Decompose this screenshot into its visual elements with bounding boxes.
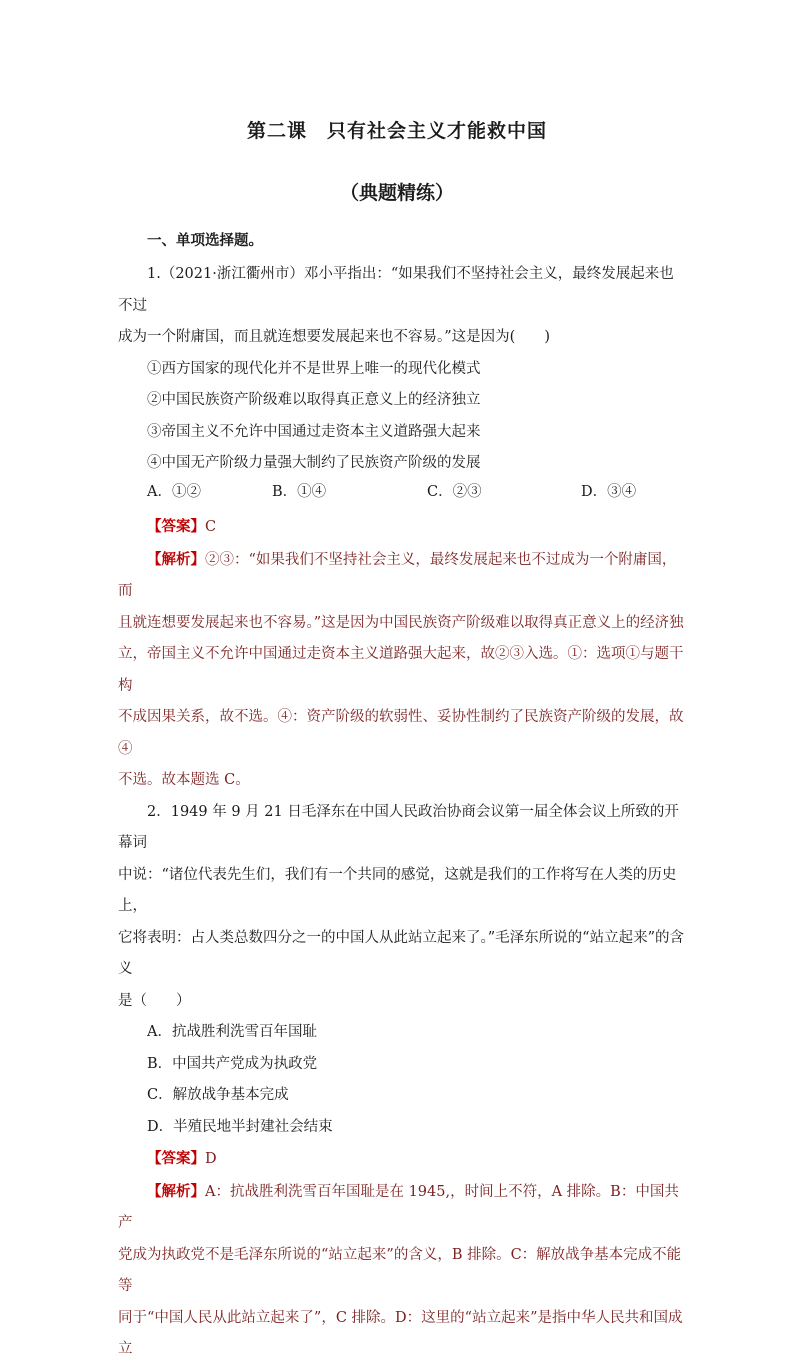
q2-option-a: A．抗战胜利洗雪百年国耻: [147, 1024, 317, 1040]
q1-analysis-line: 不选。故本题选 C。: [118, 772, 250, 788]
q1-stem-line: 成为一个附庸国，而且就连想要发展起来也不容易。”这是因为( ): [118, 329, 550, 345]
q2-stem-line: 是（ ）: [118, 992, 191, 1009]
q1-analysis-line: [118, 544, 686, 608]
q1-analysis-line: 且就连想要发展起来也不容易。”这是因为中国民族资产阶级难以取得真正意义上的经济独: [118, 614, 684, 631]
q2-stem-line: 中说：“诸位代表先生们，我们有一个共同的感觉，这就是我们的工作将写在人类的历史上，: [118, 866, 677, 914]
page-title: 第二课 只有社会主义才能救中国: [246, 120, 547, 142]
q1-choice-c: C．②③: [427, 483, 482, 500]
q1-choice-d: D．③④: [581, 483, 637, 500]
q2-option-c: C．解放战争基本完成: [147, 1087, 289, 1103]
q2-answer-value: D: [205, 1151, 217, 1167]
q2-analysis-line: 同于“中国人民从此站立起来了”，C 排除。D：这里的“站立起来”是指中华人民共和国成立: [118, 1309, 683, 1357]
section-heading: 一、单项选择题。: [147, 232, 263, 249]
q2-analysis-text: A：抗战胜利洗雪百年国耻是在 1945,，时间上不符，A 排除。B：中国共产: [118, 1183, 679, 1231]
answer-tag: 【答案】: [147, 1150, 205, 1167]
page-subtitle: （典题精练）: [339, 182, 454, 204]
q1-analysis-text: ②③：“如果我们不坚持社会主义，最终发展起来也不过成为一个附庸国，而: [118, 551, 677, 599]
q2-option-b: B．中国共产党成为执政党: [147, 1055, 318, 1072]
q1-item: ①西方国家的现代化并不是世界上唯一的现代化模式: [147, 360, 481, 377]
q1-choice-a: A．①②: [147, 483, 201, 500]
document-body: [118, 259, 686, 1366]
q1-item: ②中国民族资产阶级难以取得真正意义上的经济独立: [147, 392, 481, 408]
q1-choices: [118, 480, 686, 512]
q1-answer-value: C: [205, 519, 217, 535]
q1-item: ③帝国主义不允许中国通过走资本主义道路强大起来: [147, 423, 481, 440]
q2-analysis-line: [118, 1176, 686, 1240]
q2-stem-line: 它将表明：占人类总数四分之一的中国人从此站立起来了。”毛泽东所说的“站立起来”的含义: [118, 929, 684, 977]
analysis-tag: 【解析】: [147, 550, 205, 568]
q1-stem-line: 1.（2021·浙江衢州市）邓小平指出：“如果我们不坚持社会主义，最终发展起来也不过: [118, 266, 674, 314]
q1-analysis-line: 立，帝国主义不允许中国通过走资本主义道路强大起来，故②③入选。①：选项①与题干构: [118, 646, 684, 694]
answer-tag: 【答案】: [147, 518, 205, 535]
q2-option-d: D．半殖民地半封建社会结束: [147, 1118, 333, 1135]
q1-answer: [118, 511, 686, 544]
q1-analysis-line: 不成因果关系，故不选。④：资产阶级的软弱性、妥协性制约了民族资产阶级的发展，故④: [118, 709, 684, 757]
q2-analysis-line: 党成为执政党不是毛泽东所说的“站立起来”的含义，B 排除。C：解放战争基本完成不能等: [118, 1246, 682, 1294]
analysis-tag: 【解析】: [147, 1182, 205, 1200]
q1-choice-b: B．①④: [272, 483, 327, 500]
q2-answer: [118, 1143, 686, 1176]
q1-item: ④中国无产阶级力量强大制约了民族资产阶级的发展: [147, 455, 481, 471]
q2-stem-line: 2．1949 年 9 月 21 日毛泽东在中国人民政治协商会议第一届全体会议上所致的开幕词: [118, 803, 679, 851]
